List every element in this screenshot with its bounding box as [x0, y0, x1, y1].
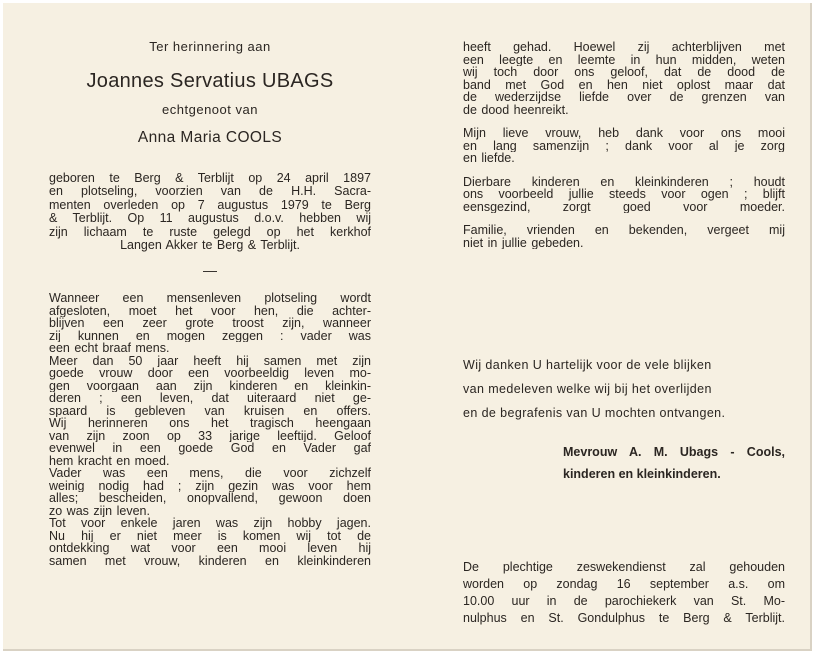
- tribute-line: hem kracht en moed.: [49, 454, 170, 468]
- service-line: worden op zondag 16 september a.s. om: [463, 577, 785, 591]
- paragraph-line: en liefde.: [463, 152, 515, 165]
- tribute-line: ontdekking wat voor een mooi leven hij: [49, 542, 371, 555]
- family-paragraph: [463, 224, 785, 249]
- thanks-line: en de begrafenis van U mochten ontvangen.: [463, 406, 726, 420]
- service-notice: [463, 559, 785, 627]
- tribute-line: een echt braaf mens.: [49, 342, 170, 355]
- left-column: [49, 39, 371, 567]
- tribute-line: evenwel in een goede God en Vader gaf: [49, 442, 371, 455]
- thanks-text: [463, 353, 785, 425]
- paragraph-line: heeft gehad. Hoewel zij achterblijven met: [463, 41, 785, 54]
- biography-line: en plotseling, voorzien van de H.H. Sacra-: [49, 185, 371, 199]
- tribute-line: Wij herinneren ons het tragisch heengaan: [49, 417, 371, 430]
- signature: [563, 441, 785, 485]
- continuation-paragraph: [463, 41, 785, 116]
- tribute-line: Wanneer een mensenleven plotseling wordt: [49, 292, 371, 305]
- tribute-line: zij kunnen en mogen zeggen : vader was: [49, 329, 371, 343]
- paragraph-line: wij toch door ons geloof, dat de dood de: [463, 66, 785, 79]
- paragraph-line: een leegte en leemte in hun midden, weten: [463, 53, 785, 66]
- paragraph-line: de wederzijdse liefde over de grenzen van: [463, 91, 785, 104]
- biography-line: zijn lichaam te ruste gelegd op het kerkhof: [49, 225, 371, 239]
- tribute-line: blijven een zeer grote troost zijn, wanneer: [49, 317, 371, 330]
- spouse-label: echtgenoot van: [162, 102, 258, 117]
- tribute-line: zo was zijn leven.: [49, 504, 150, 518]
- paragraph-line: Familie, vrienden en bekenden, vergeet mij: [463, 224, 785, 237]
- paragraph-line: Dierbare kinderen en kleinkinderen ; houdt: [463, 175, 785, 188]
- right-column: [463, 41, 785, 249]
- intro-line: Ter herinnering aan: [149, 39, 271, 54]
- tribute-line: alles; bescheiden, onopvallend, gewoon doen: [49, 492, 371, 505]
- tribute-line: deren ; een leven, dat uiteraard niet ge-: [49, 392, 371, 405]
- tribute-line: gen voorgaan aan zijn kinderen en kleinkin-: [49, 379, 371, 393]
- service-line: De plechtige zeswekendienst zal gehouden: [463, 560, 785, 574]
- biography-line: Langen Akker te Berg & Terblijt.: [120, 239, 300, 253]
- tribute-line: Meer dan 50 jaar heeft hij samen met zijn: [49, 354, 371, 368]
- thanks-line: van medeleven welke wij bij het overlijden: [463, 382, 712, 396]
- paragraph-line: en lang samenzijn ; dank voor al je zorg: [463, 139, 785, 152]
- paragraph-line: Mijn lieve vrouw, heb dank voor ons mooi: [463, 127, 785, 140]
- paragraph-line: eensgezind, zorgt goed voor moeder.: [463, 200, 785, 213]
- biography-line: geboren te Berg & Terblijt op 24 april 1897: [49, 172, 371, 185]
- paragraph-line: band met God en hen niet oplost maar dat: [463, 78, 785, 91]
- paragraph-line: ons voorbeeld jullie steeds voor ogen ; blijft: [463, 188, 785, 201]
- biography-line: menten overleden op 7 augustus 1979 te Berg: [49, 198, 371, 212]
- children-paragraph: [463, 176, 785, 214]
- biography: [49, 172, 371, 252]
- spouse-name: Anna Maria COOLS: [137, 129, 283, 146]
- thanks-line: Wij danken U hartelijk voor de vele blijken: [463, 358, 712, 372]
- memorial-card: [3, 3, 812, 651]
- deceased-name: Joannes Servatius UBAGS: [86, 70, 334, 92]
- separator: —: [203, 262, 217, 279]
- paragraph-line: de dood heenreikt.: [463, 103, 569, 116]
- tribute-line: samen met vrouw, kinderen en kleinkinderen: [49, 554, 371, 568]
- service-line: 10.00 uur in de parochiekerk van St. Mo-: [463, 594, 785, 608]
- tribute-line: afgesloten, moet het voor hen, die achter-: [49, 304, 371, 318]
- tribute-line: weinig nodig had ; zijn gezin was voor hem: [49, 479, 371, 493]
- tribute-line: goede vrouw door een voorbeeldig leven mo-: [49, 367, 371, 380]
- tribute-line: Nu hij er niet meer is komen wij tot de: [49, 529, 371, 543]
- signature-line: kinderen en kleinkinderen.: [563, 467, 721, 481]
- tribute-line: van zijn zoon op 33 jarige leeftijd. Geloof: [49, 429, 371, 443]
- service-line: nulphus en St. Gondulphus te Berg & Terblijt.: [463, 611, 785, 625]
- wife-paragraph: [463, 127, 785, 165]
- tribute-text: [49, 292, 371, 567]
- biography-line: & Terblijt. Op 11 augustus d.o.v. hebben wij: [49, 212, 371, 226]
- tribute-line: Vader was een mens, die voor zichzelf: [49, 467, 371, 480]
- paragraph-line: niet in jullie gebeden.: [463, 236, 584, 249]
- tribute-line: spaard is gebleven van kruisen en offers.: [49, 404, 371, 418]
- signature-line: Mevrouw A. M. Ubags - Cools,: [563, 445, 785, 459]
- tribute-line: Tot voor enkele jaren was zijn hobby jagen.: [49, 517, 371, 530]
